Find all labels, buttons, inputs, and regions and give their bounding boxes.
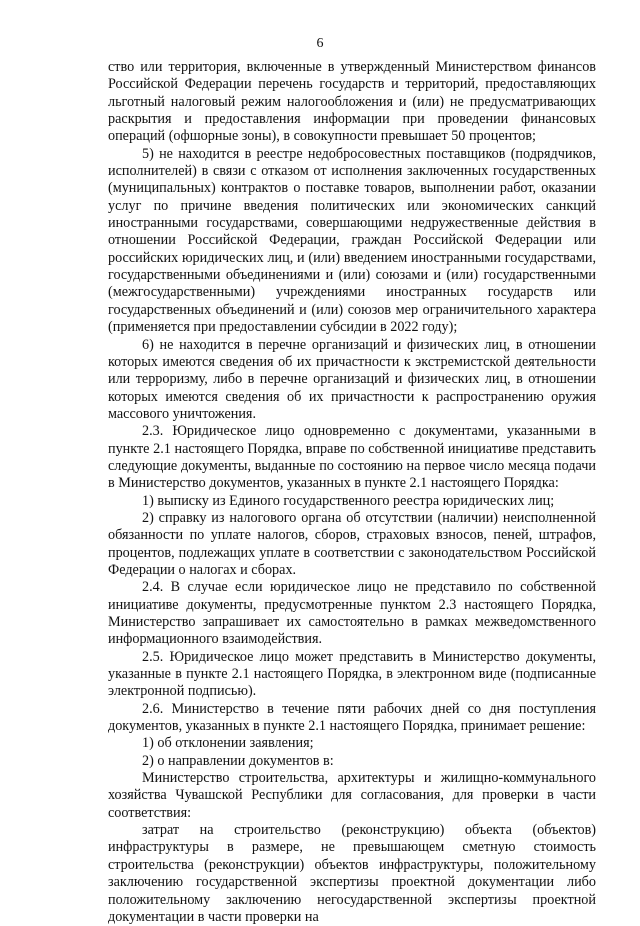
paragraph: затрат на строительство (реконструкцию) объекта (объектов) инфраструктуры в размере, не превышающем сметную стоимость строительства (реконструкции) объектов инфраструктуры, положительному заключению государственной экспертизы проектной документации либо положительному заключению негосударственной экспертизы проектной документации в части проверки на (108, 822, 596, 925)
paragraph: 1) об отклонении заявления; (142, 735, 314, 752)
paragraph: 2.6. Министерство в течение пяти рабочих дней со дня поступления документов, указанных в пункте 2.1 настоящего Порядка, принимает решение: (108, 700, 596, 735)
document-body (108, 59, 596, 926)
paragraph: 2) справку из налогового органа об отсутствии (наличии) неисполненной обязанности по уплате налогов, сборов, страховых взносов, пеней, штрафов, процентов, подлежащих уплате в соответствии с законодательством Российской Федерации о налогах и сборах. (108, 509, 596, 578)
paragraph: 5) не находится в реестре недобросовестных поставщиков (подрядчиков, исполнителей) в связи с отказом от исполнения заключенных государственных (муниципальных) контрактов о поставке товаров, выполнении работ, оказании услуг по причине введения политических или экономических санкций иностранными государствами, совершающими недружественные действия в отношении Российской Федерации, граждан Российской Федерации или российских юридических лиц, и (или) введением иностранными государствами, государственными объединениями и (или) союзами и (или) государственными (межгосударственными) учреждениями иностранных государств или государственных объединений и (или) союзов мер ограничительного характера (применяется при предоставлении субсидии в 2022 году); (108, 145, 596, 336)
paragraph: Министерство строительства, архитектуры и жилищно-коммунального хозяйства Чувашской Республики для согласования, для проверки в части соответствия: (108, 770, 596, 821)
paragraph: 6) не находится в перечне организаций и физических лиц, в отношении которых имеются сведения об их причастности к экстремистской деятельности или терроризму, либо в перечне организаций и физических лиц, в отношении которых имеются сведения об их причастности к распространению оружия массового уничтожения. (108, 336, 596, 422)
paragraph: 2.4. В случае если юридическое лицо не представило по собственной инициативе документы, предусмотренные пунктом 2.3 настоящего Порядка, Министерство запрашивает их самостоятельно в рамках межведомственного информационного взаимодействия. (108, 579, 596, 648)
paragraph: ство или территория, включенные в утвержденный Министерством финансов Российской Федерации перечень государств и территорий, предоставляющих льготный налоговый режим налогообложения и (или) не предусматривающих раскрытия и предоставления информации при проведении финансовых операций (офшорные зоны), в совокупности превышает 50 процентов; (108, 59, 596, 145)
paragraph: 2.5. Юридическое лицо может представить в Министерство документы, указанные в пункте 2.1 настоящего Порядка, в электронном виде (подписанные электронной подписью). (108, 648, 596, 700)
paragraph: 2) о направлении документов в: (142, 752, 334, 769)
paragraph: 1) выписку из Единого государственного реестра юридических лиц; (142, 492, 555, 509)
paragraph: 2.3. Юридическое лицо одновременно с документами, указанными в пункте 2.1 настоящего Порядка, вправе по собственной инициативе представить следующие документы, выданные по состоянию на первое число месяца подачи в Министерство документов, указанных в пункте 2.1 настоящего Порядка: (108, 423, 596, 492)
page-number: 6 (316, 36, 324, 51)
